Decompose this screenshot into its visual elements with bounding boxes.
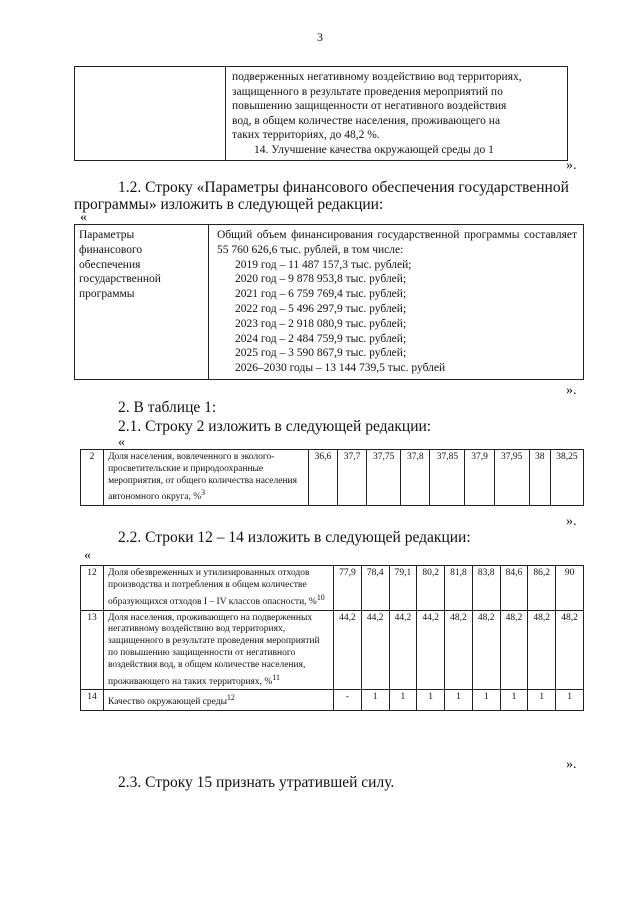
paragraph-1-2-line2: программы» изложить в следующей редакции: [74,196,384,213]
value-cell: 1 [361,690,389,711]
value-cell: 1 [500,690,528,711]
text-line: таких территориях, до 48,2 %. [232,129,380,141]
value-cell: 81,8 [445,566,473,611]
value-cell: 37,8 [401,450,430,506]
finance-table [74,224,584,380]
opening-quote: « [118,435,125,450]
closing-quote: ». [566,514,577,529]
value-cell: 44,2 [389,610,417,690]
finance-year: 2023 год – 2 918 080,9 тыс. рублей; [235,317,407,330]
opening-quote: « [84,548,91,563]
value-cell: 90 [556,566,584,611]
value-cell: 1 [472,690,500,711]
table-text-cell [226,67,568,161]
row-number: 13 [81,610,104,690]
value-cell: 1 [417,690,445,711]
value-cell: 37,95 [494,450,529,506]
finance-year: 2021 год – 6 759 769,4 тыс. рублей; [235,288,407,301]
closing-quote: ». [566,158,577,173]
value-cell: 77,9 [334,566,362,611]
value-cell: 44,2 [417,610,445,690]
value-cell: 44,2 [361,610,389,690]
closing-quote: ». [566,383,577,398]
finance-label-cell [75,225,209,380]
value-cell: 48,2 [445,610,473,690]
value-cell: 83,8 [472,566,500,611]
empty-cell [75,67,226,161]
value-cell: 36,6 [308,450,337,506]
row-number: 14 [81,690,104,711]
indicator-name-cell [104,610,334,690]
indicator-rows-12-14-table [80,565,584,711]
opening-quote: « [80,210,87,225]
value-cell: 37,7 [338,450,367,506]
value-cell: 84,6 [500,566,528,611]
text-line: подверженных негативному воздействию вод территориях, [232,71,522,83]
footnote-ref: 10 [316,592,325,602]
text-line: защищенного в результате проведения мероприятий по [232,85,503,98]
indicator-name: Доля населения, вовлеченного в эколого-просветительские и природоохранные мероприятия, от общего количества населения автономного округа, % [108,452,297,503]
label-line: финансового [79,243,143,256]
row-number: 12 [81,566,104,611]
indicator-name: Доля обезвреженных и утилизированных отходов производства и потребления в общем количестве образующихся отходов I – IV классов опасности, % [108,568,317,607]
footnote-ref: 12 [226,693,235,703]
paragraph-2-2: 2.2. Строки 12 – 14 изложить в следующей редакции: [118,529,471,546]
paragraph-2-3: 2.3. Строку 15 признать утратившей силу. [118,774,395,791]
finance-year: 2019 год – 11 487 157,3 тыс. рублей; [235,258,412,271]
value-cell: 37,75 [367,450,401,506]
value-cell: 38,25 [550,450,583,506]
value-cell: 1 [556,690,584,711]
text-line: 14. Улучшение качества окружающей среды до 1 [254,143,494,156]
label-line: обеспечения [79,258,141,271]
finance-values-cell [209,225,584,380]
footnote-ref: 11 [272,672,280,682]
value-cell: 37,85 [430,450,465,506]
value-cell: 79,1 [389,566,417,611]
value-cell: 1 [389,690,417,711]
row-number: 2 [81,450,104,506]
paragraph-1-2-line1: 1.2. Строку «Параметры финансового обеспечения государственной [118,179,569,196]
value-cell: 48,2 [472,610,500,690]
indicator-name: Доля населения, проживающего на подверженных негативному воздействию вод территориях, защищенного в результате проведения мероприятий по повышению защищенности от негативного воздействия вод, в общем количестве населения, проживающего на таких территориях, % [108,612,320,687]
value-cell: 48,2 [500,610,528,690]
finance-year: 2024 год – 2 484 759,9 тыс. рублей; [235,332,407,345]
page-number: 3 [317,30,323,44]
value-cell: 80,2 [417,566,445,611]
footnote-ref: 3 [201,488,206,498]
value-cell: 44,2 [334,610,362,690]
indicator-name-cell [104,690,334,711]
value-cell: 38 [529,450,550,506]
table-row [81,566,584,611]
closing-quote: ». [566,757,577,772]
indicator-name-cell [104,566,334,611]
paragraph-2: 2. В таблице 1: [118,399,217,416]
value-cell: 37,9 [465,450,494,506]
text-line: повышению защищенности от негативного воздействия [232,100,507,112]
value-cell: - [334,690,362,711]
finance-intro: Общий объем финансирования государственной программы составляет 55 760 626,6 тыс. рублей, в том числе: [217,229,577,256]
finance-year: 2026–2030 годы – 13 144 739,5 тыс. рублей [235,362,446,375]
value-cell: 78,4 [361,566,389,611]
finance-year: 2022 год – 5 496 297,9 тыс. рублей; [235,302,407,315]
finance-year: 2020 год – 9 878 953,8 тыс. рублей; [235,273,407,286]
paragraph-2-1: 2.1. Строку 2 изложить в следующей редакции: [118,418,432,435]
text-line: вод, в общем количестве населения, проживающего на [232,114,501,127]
value-cell: 86,2 [528,566,556,611]
value-cell: 1 [445,690,473,711]
label-line: программы [79,288,135,301]
value-cell: 48,2 [556,610,584,690]
table-row [81,610,584,690]
value-cell: 1 [528,690,556,711]
indicator-name: Качество окружающей среды [108,697,227,708]
label-line: Параметры [79,229,135,241]
value-cell: 48,2 [528,610,556,690]
table-row [81,450,584,506]
continued-table [74,66,568,161]
indicator-name-cell [104,450,309,506]
indicator-row-2-table [80,449,584,506]
table-row [81,690,584,711]
label-line: государственной [79,273,161,286]
finance-year: 2025 год – 3 590 867,9 тыс. рублей; [235,347,407,360]
